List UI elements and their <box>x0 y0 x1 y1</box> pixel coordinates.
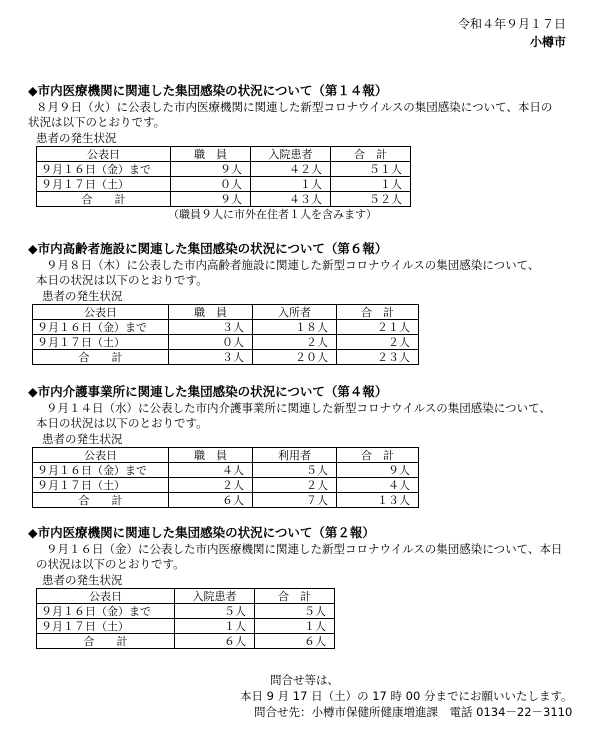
count-cell: ５１人 <box>331 162 411 177</box>
header-cell: 職 員 <box>171 147 251 162</box>
count-cell: ２人 <box>169 478 253 493</box>
count-cell: ５人 <box>253 463 337 478</box>
contact-info <box>240 672 573 720</box>
header-cell: 合 計 <box>337 448 419 463</box>
contact-details: 問合せ先：小樽市保健所健康増進課 電話 0134－22－3110 <box>254 705 573 719</box>
count-cell: ５人 <box>175 604 255 619</box>
table-row <box>33 463 419 478</box>
cases-table <box>36 588 335 649</box>
header-cell: 公表日 <box>33 448 169 463</box>
count-cell: ６人 <box>169 493 253 508</box>
table-total-row <box>37 192 411 207</box>
table-caption: 患者の発生状況 <box>42 289 123 303</box>
document-date: 令和４年９月１７日 <box>457 17 566 31</box>
section-heading: ◆市内介護事業所に関連した集団感染の状況について（第４報） <box>28 384 388 399</box>
table-row <box>37 619 335 634</box>
count-cell: １人 <box>255 619 335 634</box>
count-cell: ３人 <box>169 350 253 365</box>
section-body-line2: 本日の状況は以下のとおりです。 <box>36 416 208 430</box>
count-cell: ２３人 <box>337 350 419 365</box>
count-cell: ４人 <box>169 463 253 478</box>
report-section-3 <box>28 384 576 508</box>
table-header-row <box>33 448 419 463</box>
table-row <box>33 335 419 350</box>
report-section-4 <box>28 525 576 649</box>
report-section-2 <box>28 241 576 365</box>
count-cell: ６人 <box>255 634 335 649</box>
count-cell: ５人 <box>255 604 335 619</box>
section-body-line1: ９月１４日（水）に公表した市内介護事業所に関連した新型コロナウイルスの集団感染について、 <box>46 401 551 415</box>
table-total-row <box>33 493 419 508</box>
table-header-row <box>37 589 335 604</box>
count-cell: ２人 <box>337 335 419 350</box>
count-cell: １３人 <box>337 493 419 508</box>
date-cell: ９月１６日（金）まで <box>33 463 169 478</box>
table-header-row <box>33 305 419 320</box>
issuer-city: 小樽市 <box>529 35 566 49</box>
header-cell: 職 員 <box>169 305 253 320</box>
table-row <box>33 478 419 493</box>
contact-deadline: 本日 9 月 17 日（土）の 17 時 00 分までにお願いいたします。 <box>240 689 573 703</box>
section-body-line2: の状況は以下のとおりです。 <box>36 557 185 571</box>
table-row <box>37 604 335 619</box>
header-cell: 入所者 <box>253 305 337 320</box>
total-label: 合 計 <box>33 493 169 508</box>
count-cell: ２人 <box>253 335 337 350</box>
contact-intro: 問合せ等は、 <box>270 673 339 687</box>
cases-table <box>36 146 411 207</box>
section-body-line2: 状況は以下のとおりです。 <box>28 115 166 129</box>
total-label: 合 計 <box>37 634 175 649</box>
header-cell: 公表日 <box>33 305 169 320</box>
section-body-line1: ９月８日（木）に公表した市内高齢者施設に関連した新型コロナウイルスの集団感染について、 <box>46 258 540 272</box>
section-body-line1: ８月９日（火）に公表した市内医療機関に関連した新型コロナウイルスの集団感染について、本日の <box>36 100 553 114</box>
table-note: （職員９人に市外在住者１人を含みます） <box>168 208 377 221</box>
table-row <box>37 162 411 177</box>
total-label: 合 計 <box>37 192 171 207</box>
count-cell: ９人 <box>337 463 419 478</box>
count-cell: ２１人 <box>337 320 419 335</box>
section-heading: ◆市内高齢者施設に関連した集団感染の状況について（第６報） <box>28 241 388 256</box>
date-cell: ９月１６日（金）まで <box>33 320 169 335</box>
table-caption: 患者の発生状況 <box>36 131 117 145</box>
count-cell: １８人 <box>253 320 337 335</box>
table-total-row <box>33 350 419 365</box>
cases-table <box>32 304 419 365</box>
date-cell: ９月１７日（土） <box>33 478 169 493</box>
table-header-row <box>37 147 411 162</box>
date-cell: ９月１７日（土） <box>33 335 169 350</box>
count-cell: ５２人 <box>331 192 411 207</box>
count-cell: ７人 <box>253 493 337 508</box>
count-cell: １人 <box>331 177 411 192</box>
section-heading: ◆市内医療機関に関連した集団感染の状況について（第２報） <box>28 525 375 540</box>
count-cell: ０人 <box>171 177 251 192</box>
count-cell: １人 <box>251 177 331 192</box>
count-cell: ４人 <box>337 478 419 493</box>
table-row <box>33 320 419 335</box>
date-cell: ９月１６日（金）まで <box>37 162 171 177</box>
header-cell: 入院患者 <box>251 147 331 162</box>
header-cell: 合 計 <box>255 589 335 604</box>
header-cell: 職 員 <box>169 448 253 463</box>
table-caption: 患者の発生状況 <box>42 432 123 446</box>
header-cell: 公表日 <box>37 147 171 162</box>
count-cell: ２０人 <box>253 350 337 365</box>
count-cell: ６人 <box>175 634 255 649</box>
count-cell: ２人 <box>253 478 337 493</box>
header-cell: 利用者 <box>253 448 337 463</box>
date-cell: ９月１６日（金）まで <box>37 604 175 619</box>
total-label: 合 計 <box>33 350 169 365</box>
table-caption: 患者の発生状況 <box>42 573 123 587</box>
cases-table <box>32 447 419 508</box>
count-cell: ０人 <box>169 335 253 350</box>
count-cell: ９人 <box>171 192 251 207</box>
count-cell: ４２人 <box>251 162 331 177</box>
header-cell: 合 計 <box>337 305 419 320</box>
header-cell: 入院患者 <box>175 589 255 604</box>
count-cell: １人 <box>175 619 255 634</box>
section-body-line2: 本日の状況は以下のとおりです。 <box>36 273 208 287</box>
count-cell: ９人 <box>171 162 251 177</box>
table-total-row <box>37 634 335 649</box>
section-heading: ◆市内医療機関に関連した集団感染の状況について（第１４報） <box>28 83 388 98</box>
table-row <box>37 177 411 192</box>
section-body-line1: ９月１６日（金）に公表した市内医療機関に関連した新型コロナウイルスの集団感染について、本日 <box>46 542 563 556</box>
report-section-1 <box>28 83 576 222</box>
header-cell: 公表日 <box>37 589 175 604</box>
date-cell: ９月１７日（土） <box>37 177 171 192</box>
count-cell: ４３人 <box>251 192 331 207</box>
header-cell: 合 計 <box>331 147 411 162</box>
date-cell: ９月１７日（土） <box>37 619 175 634</box>
count-cell: ３人 <box>169 320 253 335</box>
